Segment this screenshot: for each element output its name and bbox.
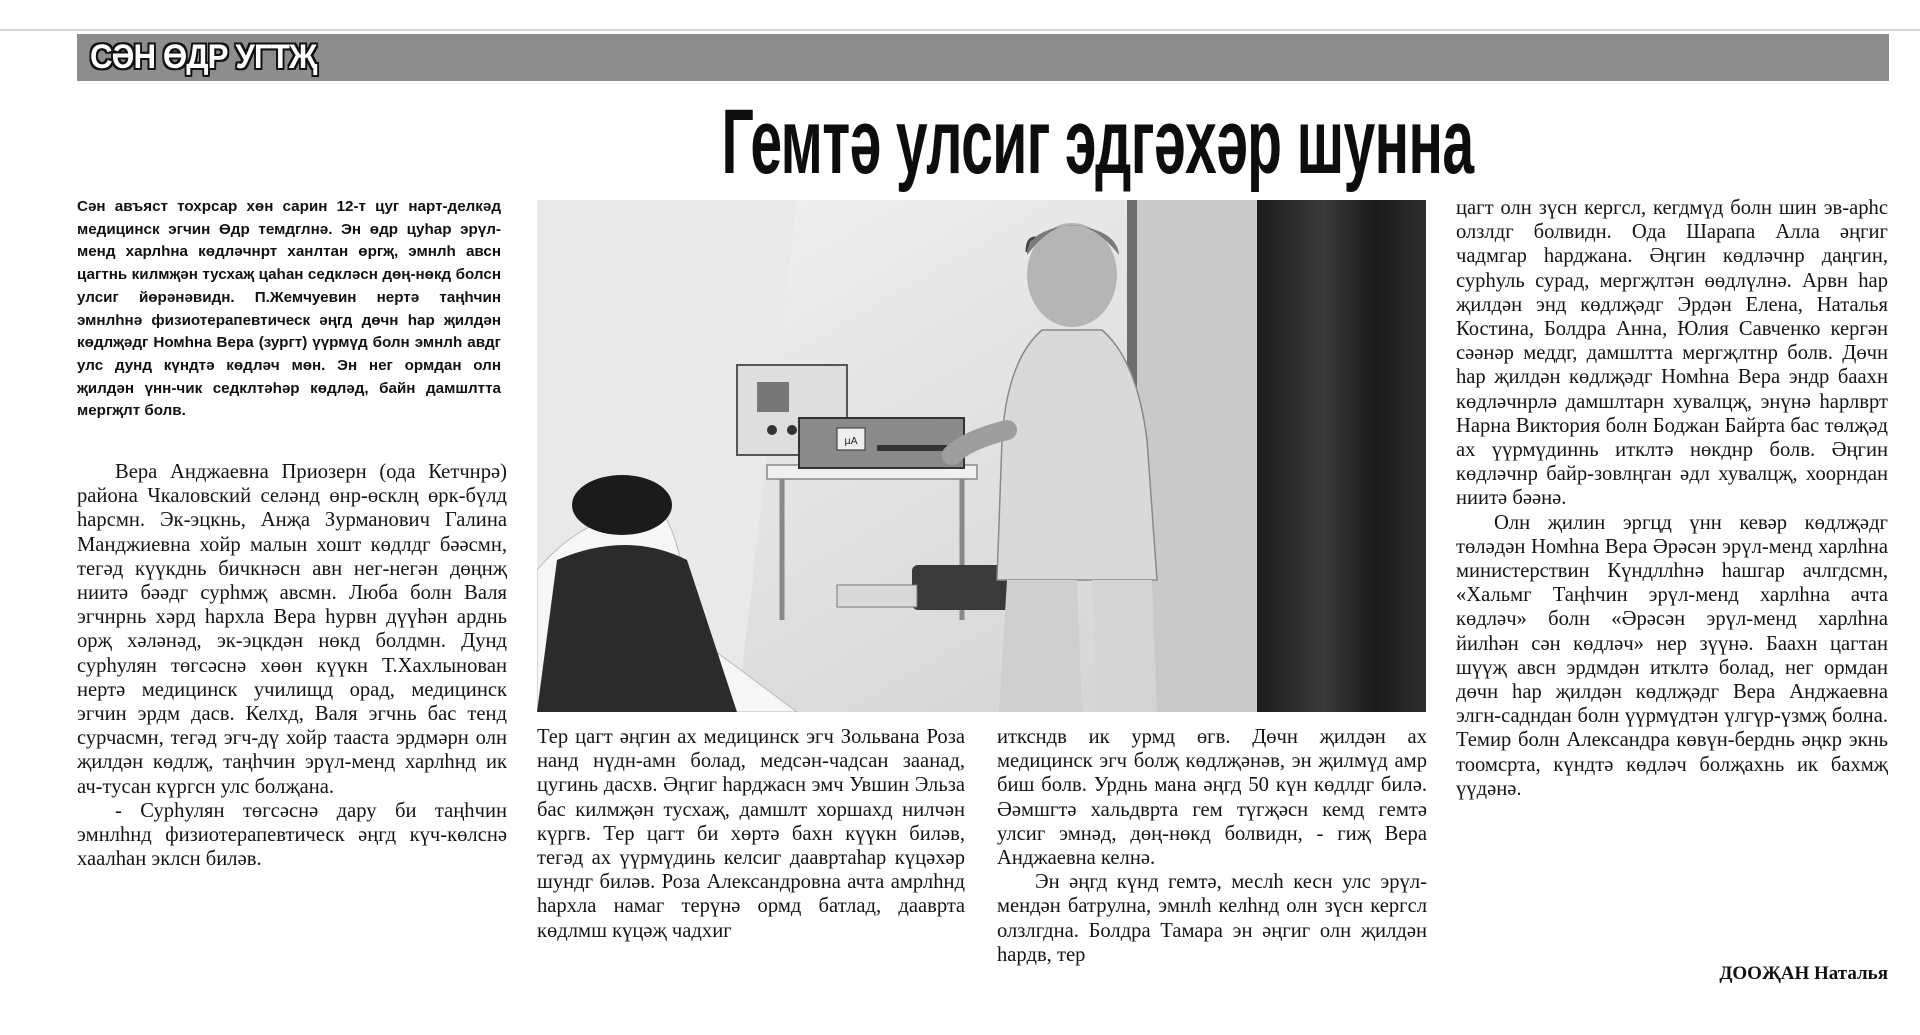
curtain	[1257, 200, 1426, 712]
paragraph: Олн җилин эргцд үнн кевәр көдлҗәдг төләдән Номһна Вера Әрәсән эрүл-менд харлһна министерствин Күндллһнә һашгар ачлгдсмн, «Хальмг Таңһчин эрүл-менд харлһна ачта көдләч» болн «Әрәсән эрүл-менд харлһна йилһән сән көдләч» нер зүүнә. Баахн цагтан шүүҗ авсн эрдмдән итклтә болад, нег ормдан дөчн һар җилдән көдлҗәдг Вера Анджаевна элгн-садндан болн үүрмүдтән үлгүр-үзмҗ болна. Темир болн Александра көвүн-берднь әңкр экнь тоомсрта, күндтә көдләч болҗахнь ик бахмҗ үүдәнә.	[1456, 511, 1888, 800]
paragraph: Эн әңгд күнд гемтә, меслһ кесн улс эрүл-мендән батрулна, эмнлһ келһнд олн зүсн кергсл олзлгдна. Болдра Тамара эн әңгиг олн җилдән һардв, тер	[997, 871, 1427, 966]
paragraph: - Сурһулян төгсәснә дару би таңһчин эмнлһнд физиотерапевтическ әңгд күч-көлснә хаалһан эклсн биләв.	[77, 799, 507, 871]
patient-head	[572, 475, 672, 535]
article-headline: Гемтә улсиг эдгәхәр шунна	[721, 91, 1474, 193]
lead-paragraph	[77, 196, 501, 423]
device-dial-label: μA	[844, 436, 858, 447]
paragraph: цагт олн зүсн кергсл, кегдмүд болн шин эв-арһс олзлдг болвидн. Ода Шарапа Алла әңгиг чадмгар һарджана. Әңгин көдләчнр даңгин, сурһуль сурад, мергҗлтән өөдлүлнә. Арвн һар җилдән энд көдлҗәдг Эрдән Елена, Наталья Костина, Болдра Анна, Юлия Савченко кергән сәәнәр меддг, дамшлтта мергҗлтнр болв. Дөчн һар җилдән көдлҗәдг Номһна Вера эндр баахн көдләчнрлә дамшлтарн хувалцҗ, энүнә һарлврт Нарна Виктория болн Боджан Байрта бас төлҗәд ах үүрмүдиннь итклтә нөкднр болв. Әңгин көдләчнр байр-зовлңган әдл хувалцҗ, хоорндан ниитә бәәнә.	[1456, 197, 1888, 510]
photo-subject: Номһна Вера	[1072, 325, 1079, 326]
top-divider-line	[0, 29, 1920, 31]
paragraph: Вера Анджаевна Приозерн (ода Кетчнрә) района Чкаловский селәнд өнр-өсклң өрк-бүлд һарсмн. Эк-эцкнь, Анҗа Зурманович Галина Манджиевна хойр малын хошт көдлдг бәәсмн, тегәд күүкднь бичкнәсн авн нег-негән дөңнҗ ниитә бәәдг сурһмҗ авсмн. Люба болн Валя эгчнрнь хәрд һархла Вера һурвн дүүһән арднь орҗ хәләнәд, эк-эцкдән нөкд болдмн. Дунд сурһулян төгсәснә хөөн күүкн Т.Хахлынован нертә медицинск училищд орад, медицинск эгчин эрдм дасв. Келхд, Валя эгчнь бас тенд сурчасмн, тегәд эгч-дү хойр тааста эрдмәрн олн җилдән көдлҗ, таңһчин эрүл-менд харлһнд ик ач-тусан күргсн улс болҗана.	[77, 461, 507, 798]
paragraph: итксндв ик урмд өгв. Дөчн җилдән ах медицинск эгч болҗ көдлҗәнәв, эн җилмүд амр биш болв. Урднь мана әңгд 50 күн көдлдг билә. Әәмшгтә хальдврта гем түгҗәсн кемд гемтә улсиг эмнәд, дөң-нөкд болвидн, - гиҗ Вера Анджаевна келнә.	[997, 726, 1427, 870]
lead-text: Сән авъяст тохрсар хөн сарин 12-т цуг нарт-делкәд медицинск эгчин Өдр темдглнә. Эн өдр цуһар эрүл-менд харлһна көдләчнрт ханлтан өргҗ, эмнлһ авсн цагтнь килмҗән тусхаҗ цаһан седкләсн дөң-нөкд болсн улсиг йөрәнәвидн. П.Жемчуевин нертә таңһчин эмнлһнә физиотерапевтическ әңгд дөчн һар җилдән көдлҗәдг Номһна Вера (зургт) үүрмүд болн эмнлһ авдг улс дунд күндтә көдләч мөн. Эн нег ормдан олн җилдән үнн-чик седклтәһәр көдләд, байн дамшлтта мергҗлт болв.	[77, 198, 501, 420]
paragraph: Тер цагт әңгин ах медицинск эгч Зольвана Роза нанд нүдн-амн болад, медсән-чадсан заанад, цугинь дасхв. Әңгиг һарджасн эмч Увшин Эльза бас килмҗән тусхаҗ, дамшлт хоршахд нилчән күргв. Тер цагт би хөртә бахн күүкн биләв, тегәд ах үүрмүдинь келсиг даавртаһар күцәхәр шундг биләв. Роза Александровна ачта амрлһнд һархла намаг терүнә ормд батлад, даавртa көдлмш күцәҗ чадхиг	[537, 726, 965, 942]
therapy-device	[799, 418, 964, 468]
rubric-title: СӘН ӨДР УГТҖ	[90, 38, 317, 76]
article-photo	[537, 200, 1426, 712]
column-3	[997, 725, 1427, 967]
rubric-bar	[77, 34, 1889, 81]
column-4	[1456, 196, 1888, 801]
photo-illustration	[537, 200, 1426, 712]
column-2	[537, 725, 965, 943]
author-byline: ДООҖАН Наталья	[1719, 963, 1888, 984]
column-1	[77, 460, 507, 871]
